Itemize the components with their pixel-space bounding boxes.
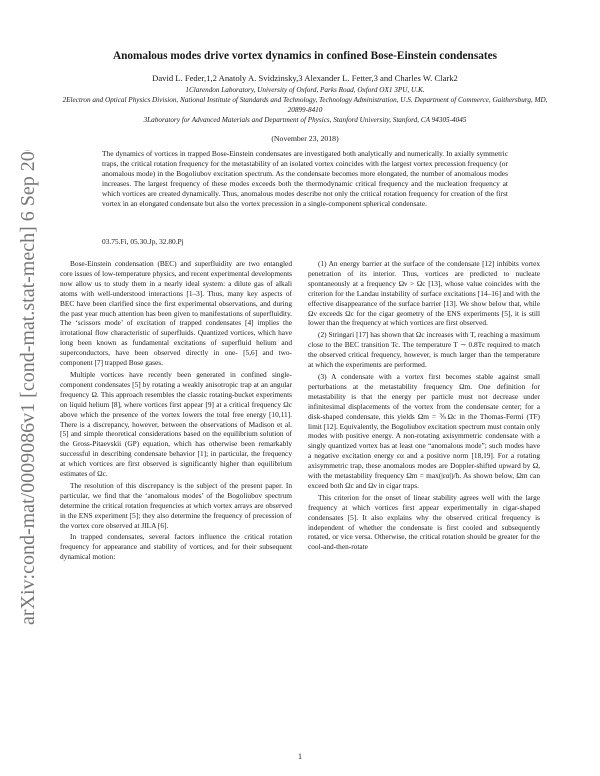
affiliation-3: 3Laboratory for Advanced Materials and Department of Physics, Stanford University, Stanford, CA 94305-4045 [143, 116, 467, 124]
paragraph: This criterion for the onset of linear stability agrees well with the large frequency at which vortices first appear experimentally in cigar-shaped condensates [5]. It also explains why the observed critical frequency is independent of whether the condensate is first cooled and subsequently rotated, or vice versa. Otherwise, the critical rotation should be greater for the cool-and-then-rotate [308, 492, 540, 552]
arxiv-identifier-text: arXiv:cond-mat/0009086v1 [cond-mat.stat-mech] 6 Sep 2000 [17, 150, 39, 625]
right-column [308, 259, 540, 554]
page-number: 1 [298, 752, 302, 761]
paragraph: The resolution of this discrepancy is the subject of the present paper. In particular, we find that the ‘anomalous modes’ of the Bogoliubov spectrum determine the critical rotation frequencies at which vortex arrays are observed in the ENS experiment [5]; they also determine the frequency of precession of the vortex core observed at JILA [6]. [60, 480, 292, 530]
left-column [60, 259, 292, 564]
abstract: The dynamics of vortices in trapped Bose-Einstein condensates are investigated both analytically and numerically. In axially symmetric traps, the critical rotation frequency for the metastability of an isolated vortex coincides with the largest vortex precession frequency (or anomalous mode) in the Bogoliubov excitation spectrum. As the condensate becomes more elongated, the number of anomalous modes increases. The largest frequency of these modes exceeds both the thermodynamic critical frequency and the nucleation frequency at which vortices are created dynamically. Thus, anomalous modes describe not only the critical rotation frequency for creation of the first vortex in an elongated condensate but also the vortex precession in a single-component spherical condensate. [102, 149, 508, 208]
affiliations [60, 85, 550, 125]
affiliation-2: 2Electron and Optical Physics Division, National Institute of Standards and Technology, Technology Administration, U.S. Department of Commerce, Gaithersburg, MD, 20899-8410 [62, 96, 548, 114]
paragraph: In trapped condensates, several factors influence the critical rotation frequency for appearance and stability of vortices, and for their subsequent dynamical motion: [60, 532, 292, 562]
affiliation-1: 1Clarendon Laboratory, University of Oxford, Parks Road, Oxford OX1 3PU, U.K. [185, 86, 425, 94]
paper-date: (November 23, 2018) [271, 134, 339, 143]
paragraph: (1) An energy barrier at the surface of the condensate [12] inhibits vortex penetration of its interior. Thus, vortices are predicted to nucleate spontaneously at a frequency Ων > Ωc [13], whose value coincides with the criterion for the Landau instability of surface excitations [14–16] and with the effective disappearance of the surface barrier [13]. We show below that, while Ων exceeds Ωc for the cigar geometry of the ENS experiments [5], it is still lower than the frequency at which vortices are first observed. [308, 259, 540, 328]
paragraph: (3) A condensate with a vortex first becomes stable against small perturbations at the metastability frequency Ωm. One definition for metastability is that the energy per particle must not decrease under infinitesimal displacements of the vortex from the condensate center; for a disk-shaped condensate, this yields Ωm = ⅗Ωc in the Thomas-Fermi (TF) limit [12]. Equivalently, the Bogoliubov excitation spectrum must contain only modes with positive energy. A non-rotating axisymmetric condensate with a singly quantized vortex has at least one “anomalous mode”; such modes have a negative excitation energy εα and a positive norm [18,19]. For a rotating axisymmetric trap, these anomalous modes are Doppler-shifted upward by Ω, with the metastability frequency Ωm = max(|εα|)/ħ. As shown below, Ωm can exceed both Ωc and Ων in cigar traps. [308, 371, 540, 490]
paragraph: Bose-Einstein condensation (BEC) and superfluidity are two entangled core issues of low-temperature physics, and recent experimental developments now allow us to study them in a nearly ideal system: a dilute gas of alkali atoms with well-understood interactions [1–3]. Thus, many key aspects of BEC have been clarified since the first experimental observations, and during the past year much attention has been given to manifestations of superfluidity. The ‘scissors mode’ of excitation of trapped condensates [4] implies the irrotational flow characteristic of superfluids. Quantized vortices, which have long been known as fundamental excitations of superfluid helium and superconductors, have been observed directly in one- [5,6] and two-component [7] trapped Bose gases. [60, 259, 292, 368]
arxiv-identifier-svg [6, 150, 46, 630]
paragraph: (2) Stringari [17] has shown that Ωc increases with T, reaching a maximum close to the BEC transition Tc. The temperature T ∼ 0.8Tc required to match the observed critical frequency, however, is much larger than the temperature at which the experiments are performed. [308, 330, 540, 370]
paragraph: Multiple vortices have recently been generated in confined single-component condensates [5] by rotating a weakly anisotropic trap at an angular frequency Ω. This approach resembles the classic rotating-bucket experiments on liquid helium [8], where vortices first appear [9] at a critical frequency Ωc above which the presence of the vortex lowers the total free energy [10,11]. There is a discrepancy, however, between the observations of Madison et al. [5] and simple theoretical considerations based on the equilibrium solution of the Gross-Pitaevskii (GP) equation, which has otherwise been remarkably successful in describing condensate behavior [1]; in particular, the frequency at which vortices are first observed is significantly higher than equilibrium estimates of Ωc. [60, 369, 292, 479]
paper-title: Anomalous modes drive vortex dynamics in confined Bose-Einstein condensates [112, 50, 498, 62]
arxiv-identifier [6, 150, 46, 630]
author-list: David L. Feder,1,2 Anatoly A. Svidzinsky,3 Alexander L. Fetter,3 and Charles W. Clark2 [152, 73, 458, 83]
pacs-numbers: 03.75.Fi, 05.30.Jp, 32.80.Pj [102, 237, 184, 246]
